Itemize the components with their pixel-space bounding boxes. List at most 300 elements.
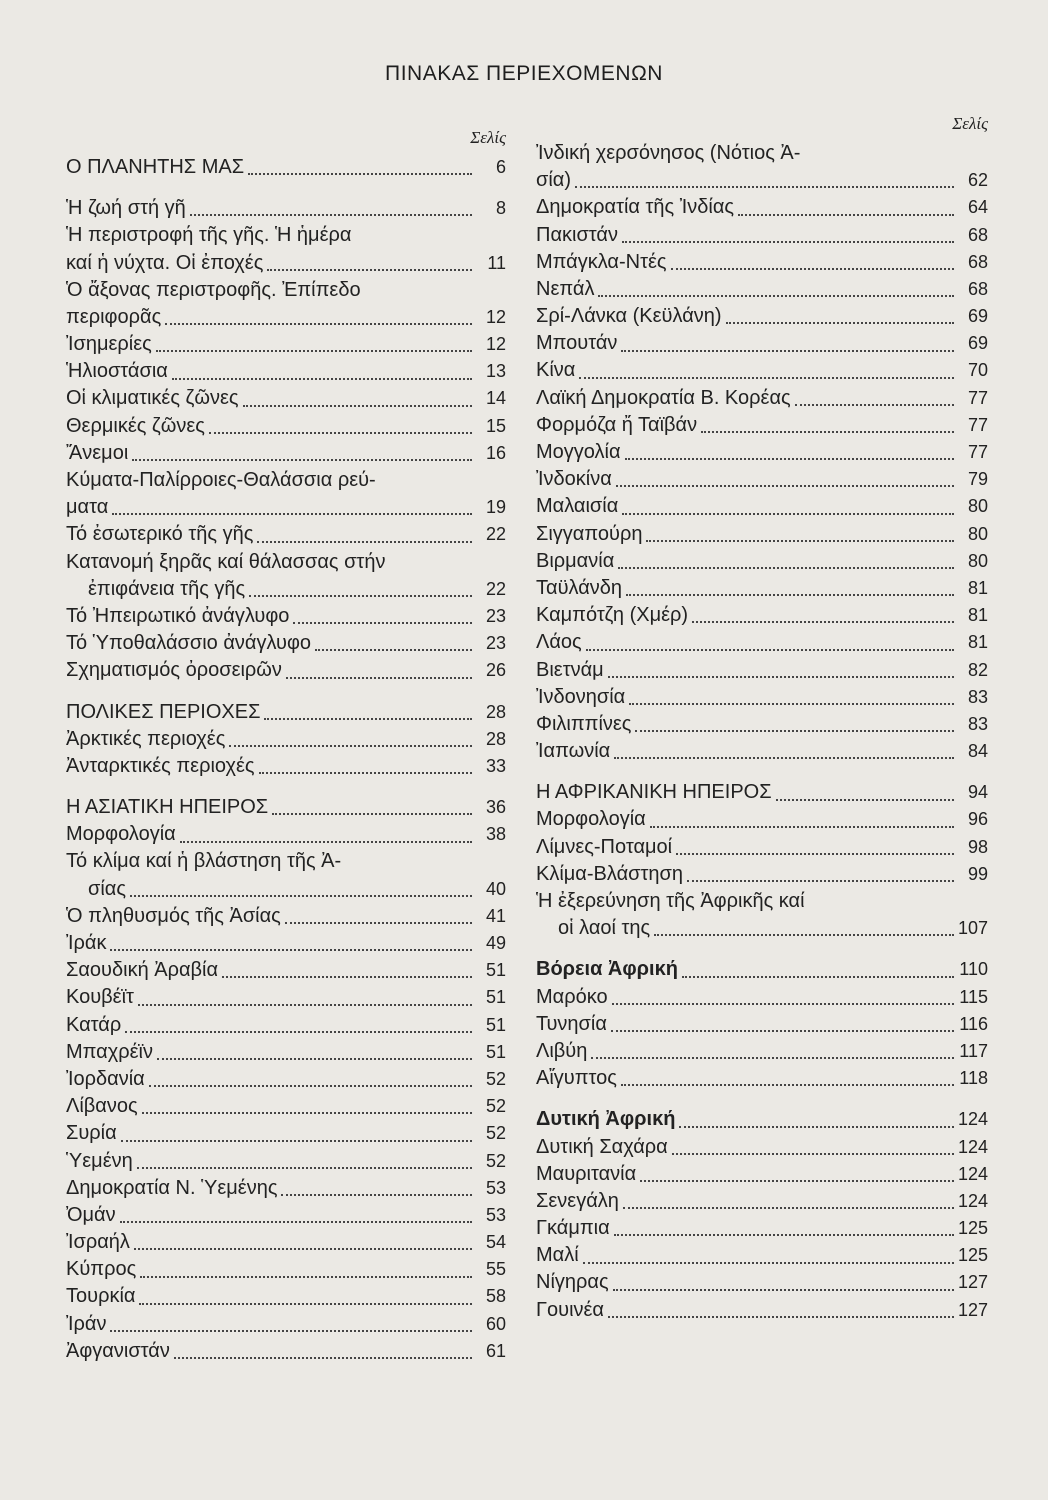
- dot-leader: [622, 512, 954, 515]
- toc-entry: [66, 222, 506, 249]
- toc-entry-label: Ἡ περιστροφή τῆς γῆς. Ἡ ἡμέρα: [66, 224, 352, 247]
- toc-entry-label: Σρί-Λάνκα (Κεϋλάνη): [536, 305, 722, 328]
- dot-leader: [222, 975, 472, 978]
- toc-entry-label: Ἰορδανία: [66, 1067, 145, 1090]
- toc-entry-label: Ὁ ἄξονας περιστροφῆς. Ἐπίπεδο: [66, 278, 361, 301]
- dot-leader: [112, 512, 472, 515]
- toc-entry-label: Νεπάλ: [536, 277, 595, 300]
- toc-entry: [536, 412, 988, 439]
- toc-entry: [536, 276, 988, 303]
- toc-entry-label: Κίνα: [536, 359, 576, 382]
- toc-entry: [66, 726, 506, 753]
- left-entry-list: [66, 154, 506, 1365]
- toc-entry-label: Φιλιππίνες: [536, 712, 632, 735]
- toc-entry-page: 83: [967, 686, 988, 707]
- toc-entry-page: 33: [485, 755, 506, 776]
- toc-entry-label: Δυτική Σαχάρα: [536, 1135, 668, 1158]
- toc-entry-label: Ἀφγανιστάν: [66, 1339, 170, 1362]
- toc-entry-page: 53: [485, 1204, 506, 1225]
- dot-leader: [249, 594, 472, 597]
- dot-leader: [121, 1139, 472, 1142]
- toc-entry-page: 84: [967, 741, 988, 762]
- dot-leader: [613, 1288, 954, 1291]
- toc-entry-page: 115: [959, 986, 988, 1007]
- toc-entry: [66, 1284, 506, 1311]
- toc-entry-label: Ἡ ζωή στή γῆ: [66, 197, 186, 220]
- dot-leader: [365, 297, 472, 298]
- toc-entry: [536, 956, 988, 983]
- toc-entry-label: Μαρόκο: [536, 985, 608, 1008]
- toc-entry-page: 69: [967, 333, 988, 354]
- toc-entry: [536, 1134, 988, 1161]
- dot-leader: [635, 729, 954, 732]
- toc-entry-label: Μορφολογία: [536, 808, 646, 831]
- toc-entry-page: 53: [485, 1177, 506, 1198]
- toc-entry: [66, 154, 506, 181]
- toc-entry-page: 8: [495, 198, 506, 219]
- toc-entry-label: Τό ἐσωτερικό τῆς γῆς: [66, 523, 254, 546]
- toc-entry: [536, 779, 988, 806]
- toc-entry-page: 62: [967, 170, 988, 191]
- toc-entry-page: 68: [967, 224, 988, 245]
- toc-entry-label: σία): [536, 169, 572, 192]
- toc-entry-label: Νίγηρας: [536, 1271, 609, 1294]
- toc-entry: [536, 222, 988, 249]
- toc-entry-label: Δυτική Ἀφρική: [536, 1108, 676, 1131]
- dot-leader: [140, 1275, 472, 1278]
- toc-entry: [66, 630, 506, 657]
- dot-leader: [285, 921, 472, 924]
- toc-entry: [66, 1148, 506, 1175]
- toc-entry-page: 58: [485, 1286, 506, 1307]
- toc-entry-page: 52: [485, 1096, 506, 1117]
- toc-entry: [66, 903, 506, 930]
- dot-leader: [583, 1261, 954, 1264]
- toc-entry-label: Ἀνταρκτικές περιοχές: [66, 754, 255, 777]
- dot-leader: [608, 675, 954, 678]
- toc-entry-label: Λαϊκή Δημοκρατία Β. Κορέας: [536, 386, 791, 409]
- toc-entry-label: Μπαχρέϊν: [66, 1040, 153, 1063]
- toc-entry-label: Σαουδική Ἀραβία: [66, 959, 219, 982]
- toc-entry-label: Τό κλίμα καί ἡ βλάστηση τῆς Ἀ-: [66, 850, 342, 873]
- toc-entry: [66, 576, 506, 603]
- toc-entry-page: 125: [957, 1218, 988, 1239]
- dot-leader: [621, 349, 954, 352]
- toc-entry: [66, 195, 506, 222]
- toc-entry: [536, 194, 988, 221]
- toc-entry-label: Πακιστάν: [536, 223, 618, 246]
- toc-entry-page: 28: [485, 701, 506, 722]
- left-column: [66, 122, 506, 1365]
- dot-leader: [726, 321, 954, 324]
- toc-entry: [536, 888, 988, 915]
- toc-entry-page: 55: [485, 1259, 506, 1280]
- dot-leader: [623, 1206, 954, 1209]
- toc-entry-label: Ταϋλάνδη: [536, 576, 623, 599]
- toc-entry-page: 13: [485, 361, 506, 382]
- toc-entry: [536, 984, 988, 1011]
- dot-leader: [259, 771, 472, 774]
- dot-leader: [125, 1030, 472, 1033]
- dot-leader: [137, 1166, 472, 1169]
- toc-entry: [536, 385, 988, 412]
- toc-entry-label: Φορμόζα ἤ Ταϊβάν: [536, 413, 698, 436]
- dot-leader: [139, 1302, 472, 1305]
- right-column: [536, 108, 988, 1324]
- toc-entry-page: 22: [485, 578, 506, 599]
- toc-entry: [66, 1012, 506, 1039]
- toc-entry: [66, 549, 506, 576]
- dot-leader: [614, 1233, 954, 1236]
- toc-entry: [66, 1338, 506, 1365]
- toc-entry-page: 40: [485, 878, 506, 899]
- toc-entry-page: 51: [485, 987, 506, 1008]
- toc-entry-label: Βιετνάμ: [536, 658, 604, 681]
- toc-entry: [536, 1215, 988, 1242]
- toc-entry-page: 81: [967, 577, 988, 598]
- dot-leader: [243, 404, 472, 407]
- dot-leader: [586, 648, 954, 651]
- toc-entry-page: 94: [967, 782, 988, 803]
- dot-leader: [180, 840, 472, 843]
- dot-leader: [701, 430, 954, 433]
- toc-entry-page: 77: [967, 387, 988, 408]
- dot-leader: [776, 798, 954, 801]
- dot-leader: [738, 213, 954, 216]
- toc-entry: [66, 1120, 506, 1147]
- dot-leader: [281, 1193, 472, 1196]
- toc-entry-page: 81: [967, 632, 988, 653]
- toc-entry-label: Γουινέα: [536, 1298, 604, 1321]
- toc-entry-label: Κατάρ: [66, 1013, 122, 1036]
- toc-entry-page: 68: [967, 278, 988, 299]
- toc-entry-page: 118: [959, 1068, 988, 1089]
- toc-entry-page: 117: [959, 1040, 988, 1061]
- toc-entry-page: 80: [967, 523, 988, 544]
- dot-leader: [257, 540, 472, 543]
- toc-entry-page: 52: [485, 1068, 506, 1089]
- toc-entry-page: 79: [967, 469, 988, 490]
- toc-entry-label: Σχηματισμός ὀροσειρῶν: [66, 659, 282, 682]
- toc-entry-page: 14: [485, 388, 506, 409]
- dot-leader: [174, 1356, 472, 1359]
- toc-entry: [66, 467, 506, 494]
- toc-entry-label: Ἰσραήλ: [66, 1231, 130, 1254]
- toc-entry-page: 41: [485, 905, 506, 926]
- toc-entry-label: ΠΟΛΙΚΕΣ ΠΕΡΙΟΧΕΣ: [66, 700, 261, 723]
- toc-entry-page: 28: [485, 728, 506, 749]
- toc-entry-label: Κουβέϊτ: [66, 986, 134, 1009]
- toc-entry-label: Ὁ πληθυσμός τῆς Ἀσίας: [66, 904, 281, 927]
- toc-entry: [536, 140, 988, 167]
- toc-entry: [66, 957, 506, 984]
- dot-leader: [646, 539, 954, 542]
- toc-entry-label: Λάος: [536, 631, 582, 654]
- dot-leader: [110, 948, 472, 951]
- toc-entry: [66, 1256, 506, 1283]
- toc-entry: [536, 807, 988, 834]
- toc-entry-label: Η ΑΣΙΑΤΙΚΗ ΗΠΕΙΡΟΣ: [66, 796, 269, 819]
- toc-entry-page: 12: [485, 306, 506, 327]
- toc-entry-label: Κλίμα-Βλάστηση: [536, 862, 683, 885]
- dot-leader: [621, 1083, 954, 1086]
- toc-entry-page: 16: [485, 442, 506, 463]
- toc-entry-page: 77: [967, 442, 988, 463]
- toc-entry-page: 52: [485, 1123, 506, 1144]
- toc-entry-label: Ἰνδική χερσόνησος (Νότιος Ἀ-: [536, 141, 801, 164]
- dot-leader: [575, 185, 954, 188]
- dot-leader: [264, 717, 472, 720]
- toc-entry: [66, 521, 506, 548]
- dot-leader: [672, 1152, 954, 1155]
- toc-entry: [536, 303, 988, 330]
- toc-entry-label: Βιρμανία: [536, 549, 615, 572]
- dot-leader: [190, 213, 472, 216]
- toc-entry: [536, 167, 988, 194]
- toc-entry-label: Ο ΠΛΑΝΗΤΗΣ ΜΑΣ: [66, 155, 245, 178]
- toc-entry-page: 107: [957, 918, 988, 939]
- toc-entry-page: 15: [485, 415, 506, 436]
- toc-entry: [66, 1093, 506, 1120]
- toc-entry: [66, 699, 506, 726]
- dot-leader: [795, 403, 954, 406]
- toc-entry-label: Ὀμάν: [66, 1203, 116, 1226]
- toc-entry-label: Βόρεια Ἀφρική: [536, 958, 678, 981]
- dot-leader: [286, 676, 472, 679]
- dot-leader: [165, 322, 472, 325]
- toc-entry-label: Συρία: [66, 1122, 117, 1145]
- toc-entry: [66, 1229, 506, 1256]
- toc-entry-label: Τό Ὑποθαλάσσιο ἀνάγλυφο: [66, 632, 312, 655]
- dot-leader: [579, 376, 954, 379]
- toc-entry-label: Μπουτάν: [536, 332, 618, 355]
- toc-entry-page: 124: [957, 1163, 988, 1184]
- dot-leader: [315, 648, 472, 651]
- toc-entry-page: 51: [485, 1014, 506, 1035]
- toc-entry-page: 81: [967, 605, 988, 626]
- right-entry-list: [536, 140, 988, 1324]
- toc-entry-label: Τουρκία: [66, 1285, 136, 1308]
- dot-leader: [142, 1111, 472, 1114]
- toc-entry: [66, 413, 506, 440]
- right-page-header: Σελίς: [952, 114, 988, 133]
- toc-entry: [536, 1188, 988, 1215]
- toc-entry: [66, 1311, 506, 1338]
- toc-entry-label: Ἰράν: [66, 1312, 107, 1335]
- toc-entry: [536, 1161, 988, 1188]
- toc-entry-label: Κύματα-Παλίρροιες-Θαλάσσια ρεύ-: [66, 469, 376, 492]
- toc-entry: [536, 1242, 988, 1269]
- page-title: ΠΙΝΑΚΑΣ ΠΕΡΙΕΧΟΜΕΝΩΝ: [385, 62, 663, 85]
- toc-entry: [536, 684, 988, 711]
- toc-entry: [536, 738, 988, 765]
- toc-entry-page: 23: [485, 633, 506, 654]
- toc-entry-label: Ἡ ἐξερεύνηση τῆς Ἀφρικῆς καί: [536, 890, 805, 913]
- toc-entry: [536, 711, 988, 738]
- toc-entry: [536, 575, 988, 602]
- toc-entry-label: Αἴγυπτος: [536, 1067, 617, 1090]
- dot-leader: [614, 756, 954, 759]
- toc-entry: [536, 439, 988, 466]
- toc-entry-label: Μορφολογία: [66, 823, 176, 846]
- toc-entry-label: περιφορᾶς: [66, 305, 162, 328]
- toc-entry: [536, 915, 988, 942]
- dot-leader: [679, 1125, 953, 1128]
- toc-entry: [66, 358, 506, 385]
- toc-entry-page: 64: [967, 197, 988, 218]
- toc-entry-label: Τυνησία: [536, 1012, 607, 1035]
- dot-leader: [616, 484, 954, 487]
- toc-entry: [536, 521, 988, 548]
- toc-entry: [536, 548, 988, 575]
- toc-entry: [66, 250, 506, 277]
- dot-leader: [293, 621, 472, 624]
- toc-entry-label: Καμπότζη (Χμέρ): [536, 604, 689, 627]
- dot-leader: [809, 908, 954, 909]
- dot-leader: [612, 1002, 954, 1005]
- toc-entry: [536, 1065, 988, 1092]
- dot-leader: [355, 243, 472, 244]
- toc-entry-label: Ἀρκτικές περιοχές: [66, 727, 226, 750]
- dot-leader: [629, 702, 954, 705]
- dot-leader: [130, 894, 472, 897]
- toc-entry: [66, 930, 506, 957]
- toc-entry-label: Σενεγάλη: [536, 1189, 619, 1212]
- toc-entry-label: Μαλί: [536, 1244, 579, 1267]
- toc-entry: [536, 602, 988, 629]
- toc-entry-page: 99: [967, 863, 988, 884]
- dot-leader: [120, 1220, 472, 1223]
- dot-leader: [389, 569, 472, 570]
- toc-entry: [66, 657, 506, 684]
- toc-entry-page: 19: [485, 497, 506, 518]
- toc-entry-label: οἱ λαοί της: [558, 917, 651, 940]
- left-page-header: Σελίς: [470, 128, 506, 147]
- toc-entry: [66, 1202, 506, 1229]
- toc-entry: [536, 1106, 988, 1133]
- toc-entry-page: 77: [967, 414, 988, 435]
- toc-entry-page: 12: [485, 334, 506, 355]
- toc-entry-label: καί ἡ νύχτα. Οἱ ἐποχές: [66, 251, 264, 274]
- toc-entry-page: 82: [967, 659, 988, 680]
- toc-entry: [66, 1066, 506, 1093]
- dot-leader: [676, 852, 954, 855]
- dot-leader: [248, 172, 472, 175]
- toc-entry-label: Μαυριτανία: [536, 1162, 637, 1185]
- dot-leader: [692, 620, 954, 623]
- dot-leader: [626, 593, 954, 596]
- toc-entry: [66, 1039, 506, 1066]
- toc-entry: [66, 277, 506, 304]
- toc-entry: [536, 834, 988, 861]
- toc-entry-page: 116: [959, 1013, 988, 1034]
- toc-entry-label: Ἰράκ: [66, 932, 107, 955]
- toc-entry-page: 110: [959, 959, 988, 980]
- dot-leader: [654, 933, 954, 936]
- toc-entry-page: 38: [485, 824, 506, 845]
- dot-leader: [611, 1029, 954, 1032]
- toc-entry-label: Σιγγαπούρη: [536, 522, 643, 545]
- toc-entry-label: Δημοκρατία Ν. Ὑεμένης: [66, 1176, 278, 1199]
- toc-entry-label: Ἰνδοκίνα: [536, 468, 612, 491]
- toc-entry-page: 80: [967, 496, 988, 517]
- toc-entry-label: Η ΑΦΡΙΚΑΝΙΚΗ ΗΠΕΙΡΟΣ: [536, 781, 772, 804]
- toc-entry-label: Ἡλιοστάσια: [66, 360, 168, 383]
- toc-entry-page: 70: [967, 360, 988, 381]
- toc-entry-label: Λίμνες-Ποταμοί: [536, 835, 673, 858]
- toc-entry: [66, 494, 506, 521]
- dot-leader: [591, 1056, 954, 1059]
- toc-entry-page: 98: [967, 836, 988, 857]
- toc-entry-label: Ἰνδονησία: [536, 685, 626, 708]
- toc-entry-page: 124: [957, 1190, 988, 1211]
- dot-leader: [380, 487, 472, 488]
- toc-entry-page: 61: [485, 1340, 506, 1361]
- toc-entry: [536, 1270, 988, 1297]
- toc-entry: [536, 249, 988, 276]
- toc-entry-label: Λίβανος: [66, 1095, 138, 1118]
- dot-leader: [157, 1057, 472, 1060]
- toc-entry: [66, 1175, 506, 1202]
- toc-entry: [536, 629, 988, 656]
- toc-entry: [66, 753, 506, 780]
- dot-leader: [804, 160, 954, 161]
- dot-leader: [622, 240, 954, 243]
- dot-leader: [229, 744, 472, 747]
- toc-entry-label: Μαλαισία: [536, 495, 619, 518]
- toc-entry: [66, 876, 506, 903]
- dot-leader: [149, 1084, 472, 1087]
- toc-entry: [66, 821, 506, 848]
- toc-entry-page: 36: [485, 797, 506, 818]
- dot-leader: [156, 349, 472, 352]
- toc-entry-label: ματα: [66, 496, 109, 519]
- toc-entry: [66, 849, 506, 876]
- toc-entry: [536, 493, 988, 520]
- toc-entry-page: 51: [485, 1041, 506, 1062]
- toc-entry: [66, 386, 506, 413]
- toc-entry-page: 26: [485, 660, 506, 681]
- toc-entry-label: Μπάγκλα-Ντές: [536, 250, 667, 273]
- toc-entry-page: 83: [967, 713, 988, 734]
- toc-entry: [536, 1038, 988, 1065]
- toc-entry: [536, 861, 988, 888]
- toc-entry-label: Κύπρος: [66, 1258, 137, 1281]
- dot-leader: [682, 975, 954, 978]
- toc-entry-page: 68: [967, 251, 988, 272]
- toc-entry-label: Γκάμπια: [536, 1217, 610, 1240]
- toc-entry-label: Ἰσημερίες: [66, 333, 152, 356]
- toc-entry-label: Ἰαπωνία: [536, 740, 611, 763]
- toc-entry-page: 125: [957, 1245, 988, 1266]
- toc-entry-label: Θερμικές ζῶνες: [66, 414, 205, 437]
- toc-entry: [536, 358, 988, 385]
- toc-entry-label: Τό Ἠπειρωτικό ἀνάγλυφο: [66, 604, 290, 627]
- toc-entry-label: Οἱ κλιματικές ζῶνες: [66, 387, 239, 410]
- toc-entry: [66, 603, 506, 630]
- toc-entry-label: Ἄνεμοι: [66, 441, 129, 464]
- toc-entry: [536, 657, 988, 684]
- toc-entry-page: 96: [967, 809, 988, 830]
- dot-leader: [625, 457, 954, 460]
- dot-leader: [209, 431, 472, 434]
- toc-entry-page: 60: [485, 1313, 506, 1334]
- toc-entry: [66, 331, 506, 358]
- toc-entry-label: σίας: [88, 877, 126, 900]
- dot-leader: [618, 566, 954, 569]
- toc-entry: [536, 1011, 988, 1038]
- dot-leader: [671, 267, 954, 270]
